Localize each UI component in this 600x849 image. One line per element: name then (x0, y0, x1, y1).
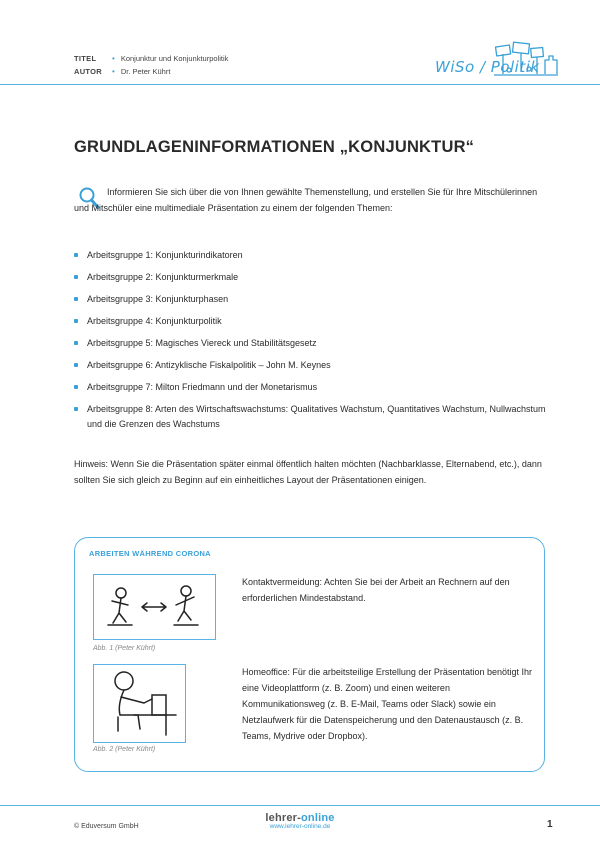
copyright: © Eduversum GmbH (74, 823, 139, 830)
meta-title-row (74, 52, 228, 65)
footer-divider (0, 805, 600, 806)
workgroup-list (74, 248, 554, 439)
hint-text: Hinweis: Wenn Sie die Präsentation später einmal öffentlich halten möchten (Nachbarklasse, Elternabend, etc.), dann sollten Sie sich gleich zu Beginn auf ein einheitliches Layout der Präsentationen einigen. (74, 459, 542, 485)
bullet-icon: • (112, 54, 115, 63)
document-meta (74, 52, 228, 78)
meta-author-key: AUTOR (74, 67, 103, 76)
list-item: Arbeitsgruppe 3: Konjunkturphasen (74, 292, 554, 307)
list-item: Arbeitsgruppe 4: Konjunkturpolitik (74, 314, 554, 329)
list-item: Arbeitsgruppe 6: Antizyklische Fiskalpolitik – John M. Keynes (74, 358, 554, 373)
list-item: Arbeitsgruppe 8: Arten des Wirtschaftswachstums: Qualitatives Wachstum, Quantitatives Wachstum, Nullwachstum und die Grenzen des Wachstums (74, 402, 554, 432)
protest-signs-icon (493, 40, 559, 80)
infobox-label: ARBEITEN WÄHREND CORONA (89, 549, 211, 558)
contact-avoidance-text: Kontaktvermeidung: Achten Sie bei der Arbeit an Rechnern auf den erforderlichen Mindestabstand. (242, 577, 510, 603)
figure-caption: Abb. 1 (Peter Kührt) (93, 645, 156, 652)
wiso-politik-logo (435, 40, 560, 84)
brand-accent: online (301, 812, 335, 824)
figure-homeoffice (93, 664, 186, 743)
meta-title-key: TITEL (74, 54, 97, 63)
distance-sketch-icon (94, 575, 214, 638)
page-title: GRUNDLAGENINFORMATIONEN „KONJUNKTUR“ (74, 138, 475, 156)
logo-text: WiSo / Politik (435, 58, 540, 76)
list-item: Arbeitsgruppe 5: Magisches Viereck und Stabilitätsgesetz (74, 336, 554, 351)
list-item: Arbeitsgruppe 2: Konjunkturmerkmale (74, 270, 554, 285)
figure-caption: Abb. 2 (Peter Kührt) (93, 746, 156, 753)
brand-main: lehrer- (265, 812, 302, 824)
intro-text: Informieren Sie sich über die von Ihnen gewählte Themenstellung, und erstellen Sie für Ihre Mitschülerinnen und Mitschüler eine multimediale Präsentation zu einem der folgenden Themen: (74, 187, 538, 213)
list-item: Arbeitsgruppe 1: Konjunkturindikatoren (74, 248, 554, 263)
list-item: Arbeitsgruppe 7: Milton Friedmann und der Monetarismus (74, 380, 554, 395)
lehrer-online-logo[interactable] (255, 812, 345, 830)
page-number: 1 (547, 819, 553, 830)
meta-author-row (74, 65, 228, 78)
header-divider (0, 84, 600, 85)
homeoffice-text: Homeoffice: Für die arbeitsteilige Erstellung der Präsentation benötigt Ihr eine Videoplattform (z. B. Zoom) und einen weiteren Kommunikationsweg (z. B. E-Mail, Teams oder Slack) sowie ein Netzlaufwerk für die Datenspeicherung und den Datenaustausch (z. B. Teams, Mydrive oder Dropbox). (242, 667, 532, 741)
meta-title-value: Konjunktur und Konjunkturpolitik (120, 54, 229, 63)
meta-author-value: Dr. Peter Kührt (120, 67, 171, 76)
homeoffice-sketch-icon (94, 665, 184, 741)
figure-distance (93, 574, 216, 640)
footer-url[interactable]: www.lehrer-online.de (269, 823, 331, 830)
bullet-icon: • (112, 67, 115, 76)
